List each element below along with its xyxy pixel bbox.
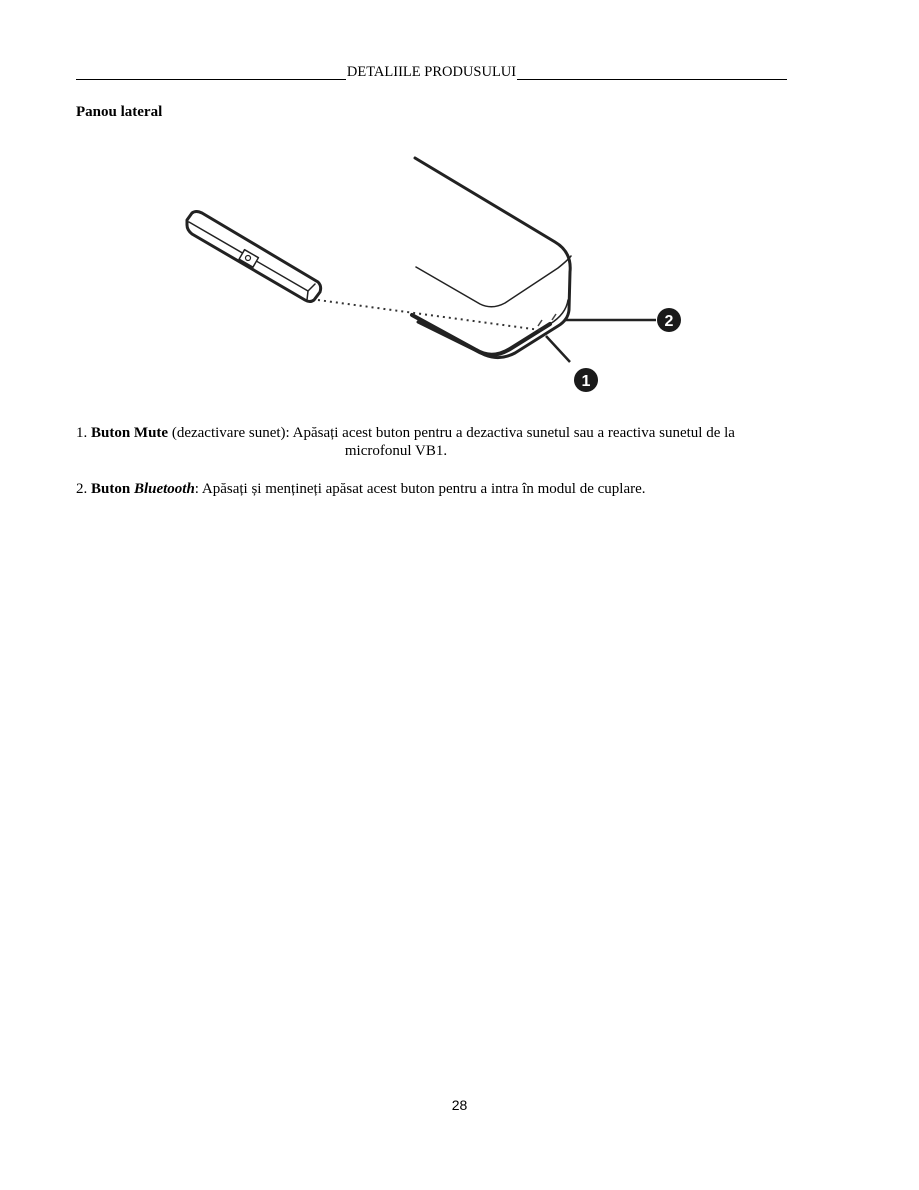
callout-1-leader [546, 336, 570, 362]
item-number: 2. [76, 481, 88, 497]
header-rule-right [517, 65, 787, 80]
item-description-continued: microfonul VB1. [344, 443, 448, 459]
callout-1-label: 1 [581, 373, 591, 390]
item-description: : Apăsați și mențineți apăsat acest buton pentru a intra în modul de cuplare. [194, 481, 646, 497]
item-term-italic: Bluetooth [133, 481, 195, 497]
item-term: Buton Mute [91, 425, 169, 441]
header-rule-left [76, 65, 346, 80]
callout-2-label: 2 [664, 313, 674, 330]
page-number: 28 [451, 1097, 468, 1113]
section-title: Panou lateral [76, 104, 163, 120]
list-item-mute-button [76, 424, 846, 460]
item-term: Buton [91, 481, 131, 497]
header-title: DETALIILE PRODUSULUI [346, 64, 517, 80]
remote-control [187, 212, 321, 302]
soundbar-body [412, 158, 571, 358]
item-number: 1. [76, 425, 88, 441]
list-item-bluetooth-button [76, 480, 846, 498]
side-panel-figure [180, 150, 700, 400]
page-header [76, 64, 787, 80]
side-panel-illustration [180, 150, 700, 400]
item-description: (dezactivare sunet): Apăsați acest buton pentru a dezactiva sunetul sau a reactiva sunetul de la [168, 425, 735, 441]
